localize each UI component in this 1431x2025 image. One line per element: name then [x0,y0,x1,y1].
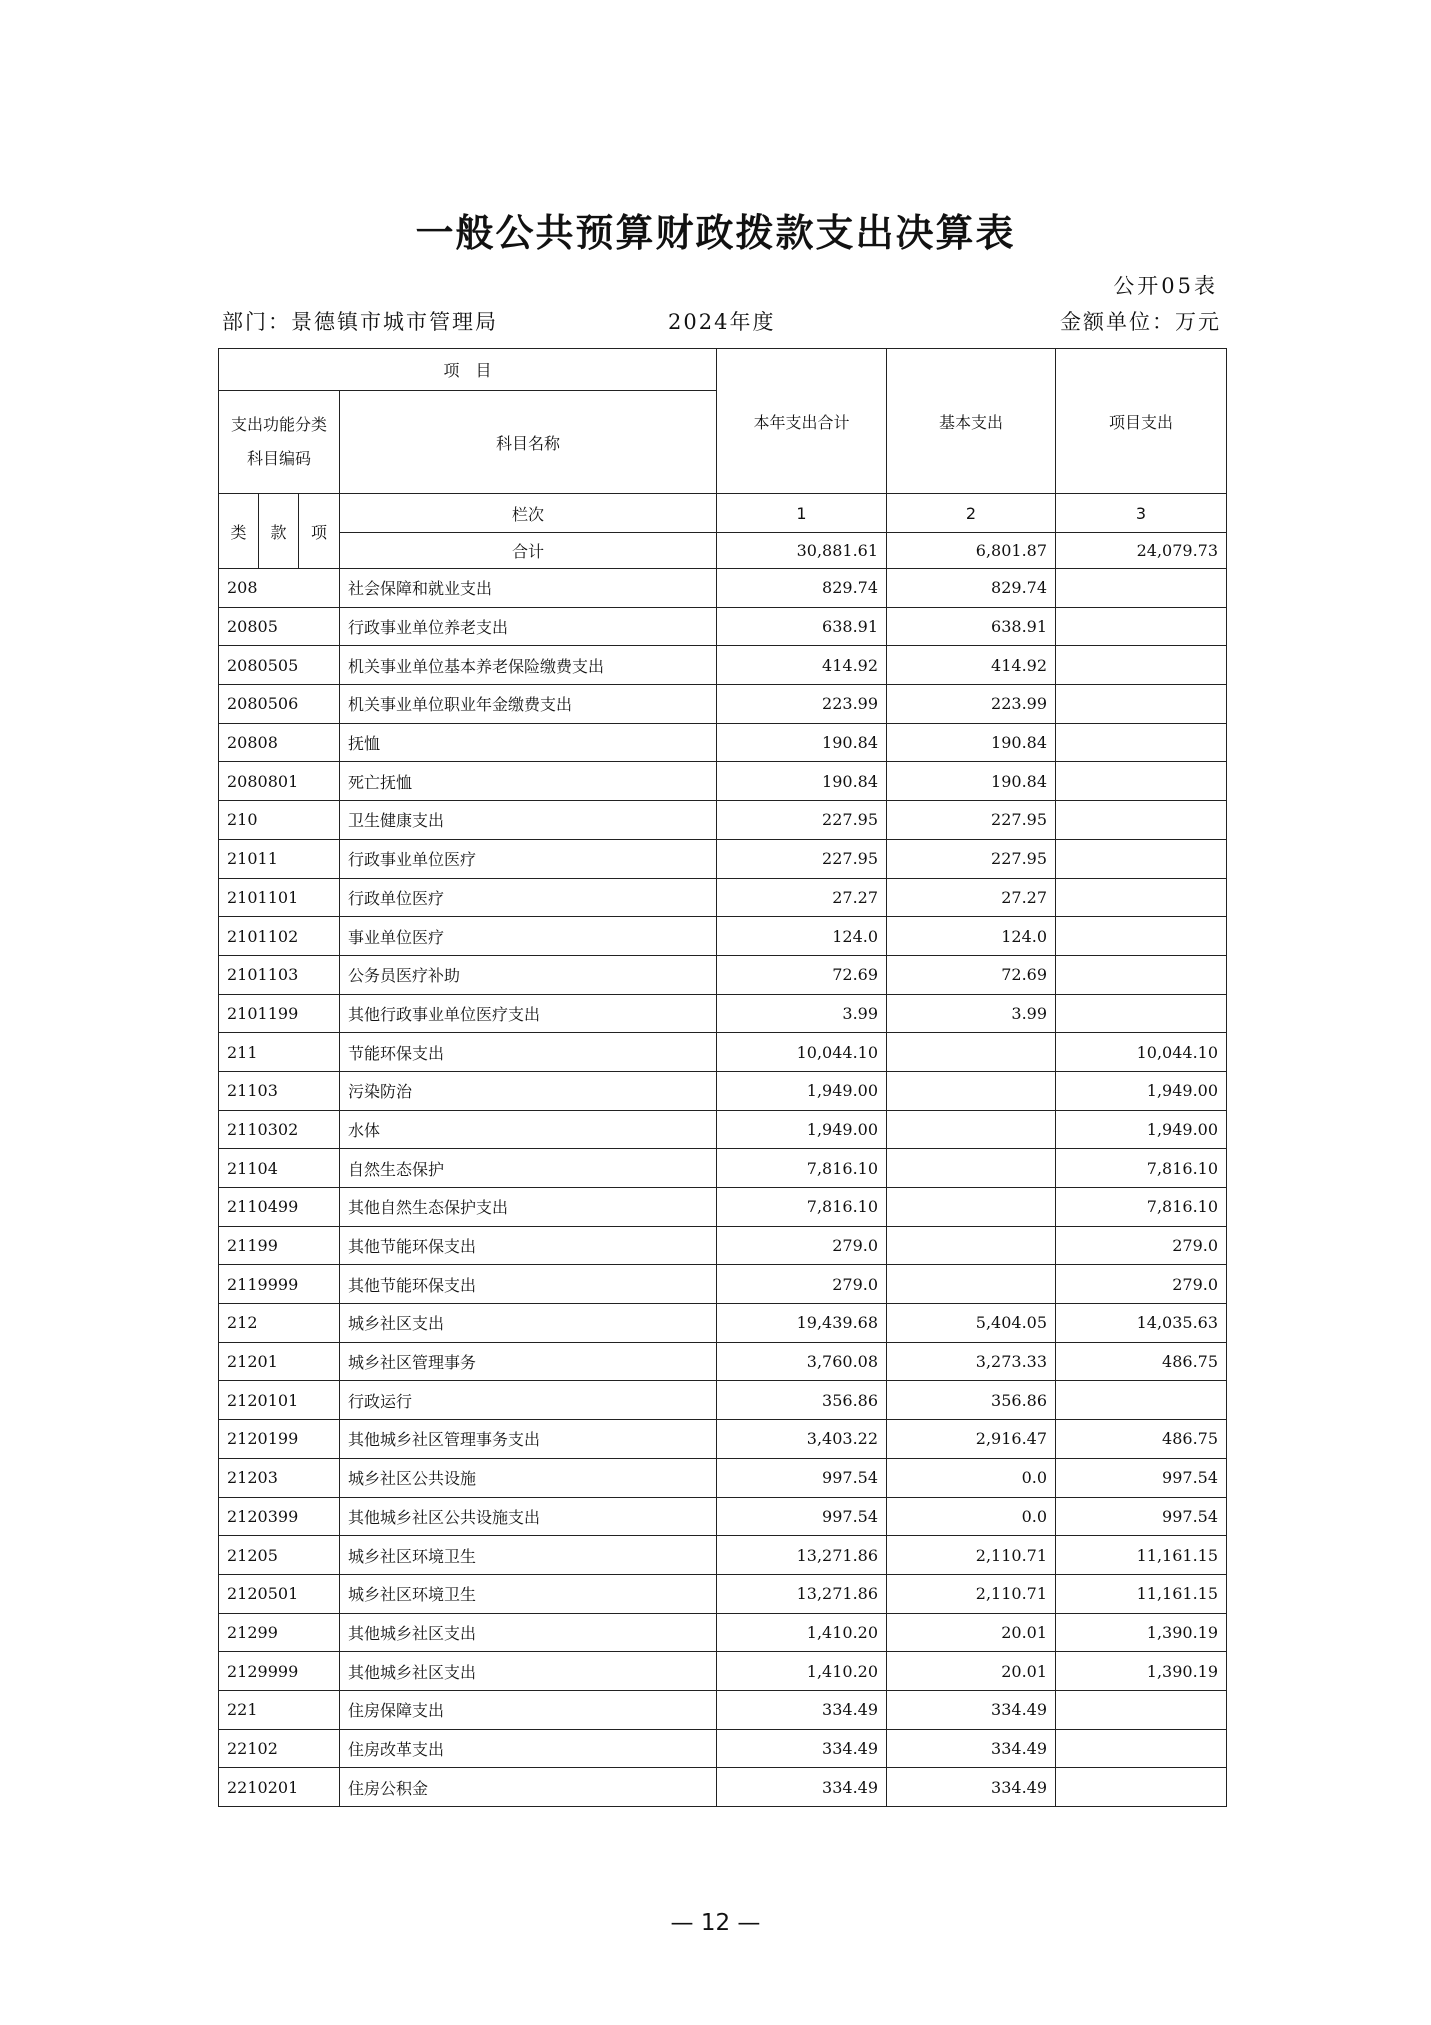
header-class-code [219,391,340,494]
column-number-1: 1 [717,494,887,533]
row-total: 13,271.86 [717,1574,887,1613]
row-code: 21201 [219,1342,340,1381]
expenditure-table [218,348,1227,1807]
row-total: 7,816.10 [717,1149,887,1188]
table-body [219,569,1227,1807]
row-basic: 334.49 [887,1729,1056,1768]
row-basic: 27.27 [887,878,1056,917]
row-code: 2119999 [219,1265,340,1304]
row-project: 486.75 [1056,1342,1227,1381]
row-basic: 227.95 [887,801,1056,840]
row-project: 486.75 [1056,1420,1227,1459]
row-total: 829.74 [717,569,887,608]
row-total: 3.99 [717,994,887,1033]
department-label: 部门：景德镇市城市管理局 [222,310,498,334]
column-number-3: 3 [1056,494,1227,533]
row-total: 1,410.20 [717,1652,887,1691]
row-code: 210 [219,801,340,840]
row-project [1056,646,1227,685]
row-total: 19,439.68 [717,1304,887,1343]
row-subject-name: 抚恤 [340,723,717,762]
row-code: 22102 [219,1729,340,1768]
row-project: 279.0 [1056,1265,1227,1304]
row-subject-name: 行政运行 [340,1381,717,1420]
fiscal-year-label: 2024年度 [668,310,776,334]
table-row [219,762,1227,801]
header-xiang: 项 [299,494,340,569]
row-subject-name: 水体 [340,1110,717,1149]
row-total: 190.84 [717,723,887,762]
row-project: 1,949.00 [1056,1110,1227,1149]
row-basic [887,1188,1056,1227]
row-total: 414.92 [717,646,887,685]
table-row [219,1497,1227,1536]
row-total: 190.84 [717,762,887,801]
row-basic: 334.49 [887,1768,1056,1807]
row-project: 7,816.10 [1056,1188,1227,1227]
row-code: 2101102 [219,917,340,956]
row-basic: 223.99 [887,685,1056,724]
row-code: 21103 [219,1071,340,1110]
table-row [219,1110,1227,1149]
row-code: 2120199 [219,1420,340,1459]
row-subject-name: 行政单位医疗 [340,878,717,917]
sum-basic: 6,801.87 [887,533,1056,569]
row-project: 997.54 [1056,1497,1227,1536]
table-row [219,1149,1227,1188]
table-row [219,1729,1227,1768]
row-project [1056,1381,1227,1420]
row-project: 997.54 [1056,1458,1227,1497]
row-basic: 72.69 [887,955,1056,994]
row-code: 2129999 [219,1652,340,1691]
row-subject-name: 其他城乡社区支出 [340,1652,717,1691]
row-subject-name: 机关事业单位职业年金缴费支出 [340,685,717,724]
row-basic: 829.74 [887,569,1056,608]
table-row [219,607,1227,646]
row-total: 7,816.10 [717,1188,887,1227]
row-subject-name: 自然生态保护 [340,1149,717,1188]
row-project: 11,161.15 [1056,1574,1227,1613]
row-code: 2120399 [219,1497,340,1536]
header-kuan: 款 [259,494,299,569]
row-code: 21104 [219,1149,340,1188]
row-project [1056,1768,1227,1807]
row-basic: 334.49 [887,1690,1056,1729]
table-row [219,1420,1227,1459]
row-basic: 190.84 [887,723,1056,762]
row-basic: 2,916.47 [887,1420,1056,1459]
row-code: 2101101 [219,878,340,917]
row-subject-name: 机关事业单位基本养老保险缴费支出 [340,646,717,685]
row-code: 20808 [219,723,340,762]
table-row [219,1342,1227,1381]
row-code: 2080506 [219,685,340,724]
row-subject-name: 死亡抚恤 [340,762,717,801]
row-subject-name: 其他城乡社区管理事务支出 [340,1420,717,1459]
row-project [1056,1690,1227,1729]
row-code: 21205 [219,1536,340,1575]
table-row [219,1768,1227,1807]
row-code: 2080505 [219,646,340,685]
header-total: 本年支出合计 [717,349,887,494]
table-row [219,1381,1227,1420]
header-subject-name: 科目名称 [340,391,717,494]
form-number: 公开05表 [1113,274,1218,298]
row-code: 21011 [219,839,340,878]
row-total: 1,949.00 [717,1071,887,1110]
row-basic [887,1071,1056,1110]
row-basic: 638.91 [887,607,1056,646]
table-row [219,1536,1227,1575]
row-project [1056,723,1227,762]
row-basic [887,1265,1056,1304]
table-row [219,1574,1227,1613]
row-total: 223.99 [717,685,887,724]
row-subject-name: 其他节能环保支出 [340,1226,717,1265]
row-project [1056,569,1227,608]
header-item: 项 目 [219,349,717,391]
row-code: 2101103 [219,955,340,994]
row-subject-name: 其他节能环保支出 [340,1265,717,1304]
row-total: 334.49 [717,1690,887,1729]
row-project [1056,801,1227,840]
sum-total: 30,881.61 [717,533,887,569]
row-subject-name: 城乡社区管理事务 [340,1342,717,1381]
row-project [1056,878,1227,917]
row-basic [887,1110,1056,1149]
row-subject-name: 行政事业单位医疗 [340,839,717,878]
header-class-code-line1: 支出功能分类 [230,415,327,434]
table-row [219,994,1227,1033]
row-total: 1,410.20 [717,1613,887,1652]
row-project [1056,839,1227,878]
row-code: 20805 [219,607,340,646]
table-row [219,1033,1227,1072]
row-project: 10,044.10 [1056,1033,1227,1072]
row-project [1056,762,1227,801]
table-row [219,1458,1227,1497]
row-total: 997.54 [717,1497,887,1536]
row-project: 1,390.19 [1056,1652,1227,1691]
row-basic: 124.0 [887,917,1056,956]
row-total: 638.91 [717,607,887,646]
row-project [1056,1729,1227,1768]
sum-project: 24,079.73 [1056,533,1227,569]
row-subject-name: 节能环保支出 [340,1033,717,1072]
row-subject-name: 住房公积金 [340,1768,717,1807]
table-row [219,1188,1227,1227]
row-total: 124.0 [717,917,887,956]
header-lei: 类 [219,494,259,569]
row-code: 2120501 [219,1574,340,1613]
header-project: 项目支出 [1056,349,1227,494]
table-row [219,917,1227,956]
row-subject-name: 社会保障和就业支出 [340,569,717,608]
row-subject-name: 其他自然生态保护支出 [340,1188,717,1227]
row-basic: 190.84 [887,762,1056,801]
row-project: 7,816.10 [1056,1149,1227,1188]
row-basic: 2,110.71 [887,1536,1056,1575]
row-subject-name: 其他城乡社区公共设施支出 [340,1497,717,1536]
column-number-2: 2 [887,494,1056,533]
row-subject-name: 城乡社区环境卫生 [340,1536,717,1575]
row-code: 2101199 [219,994,340,1033]
row-code: 208 [219,569,340,608]
row-code: 221 [219,1690,340,1729]
header-basic: 基本支出 [887,349,1056,494]
row-total: 27.27 [717,878,887,917]
sum-label: 合计 [340,533,717,569]
table-row [219,1265,1227,1304]
row-project: 1,390.19 [1056,1613,1227,1652]
row-basic [887,1033,1056,1072]
row-project [1056,994,1227,1033]
row-subject-name: 城乡社区公共设施 [340,1458,717,1497]
row-basic: 0.0 [887,1458,1056,1497]
row-code: 21203 [219,1458,340,1497]
row-code: 21199 [219,1226,340,1265]
row-total: 227.95 [717,839,887,878]
row-subject-name: 污染防治 [340,1071,717,1110]
table-row [219,878,1227,917]
row-total: 72.69 [717,955,887,994]
row-basic: 356.86 [887,1381,1056,1420]
row-basic: 414.92 [887,646,1056,685]
table-row [219,685,1227,724]
table-row [219,1226,1227,1265]
row-subject-name: 城乡社区环境卫生 [340,1574,717,1613]
row-project [1056,917,1227,956]
row-total: 279.0 [717,1265,887,1304]
table-row [219,801,1227,840]
row-basic: 5,404.05 [887,1304,1056,1343]
row-subject-name: 卫生健康支出 [340,801,717,840]
page-number: — 12 — [670,1910,761,1936]
row-total: 334.49 [717,1768,887,1807]
row-basic [887,1226,1056,1265]
currency-unit-label: 金额单位：万元 [1060,310,1221,334]
row-project [1056,955,1227,994]
row-subject-name: 公务员医疗补助 [340,955,717,994]
row-code: 212 [219,1304,340,1343]
row-subject-name: 行政事业单位养老支出 [340,607,717,646]
table-row [219,1613,1227,1652]
row-project [1056,607,1227,646]
row-basic: 2,110.71 [887,1574,1056,1613]
row-project: 14,035.63 [1056,1304,1227,1343]
row-basic: 227.95 [887,839,1056,878]
row-basic: 3.99 [887,994,1056,1033]
page-title: 一般公共预算财政拨款支出决算表 [415,211,1016,255]
header-column-order: 栏次 [340,494,717,533]
header-class-code-line2: 科目编码 [246,449,311,468]
row-code: 2120101 [219,1381,340,1420]
row-code: 2210201 [219,1768,340,1807]
row-code: 211 [219,1033,340,1072]
row-subject-name: 住房保障支出 [340,1690,717,1729]
table-row [219,646,1227,685]
row-subject-name: 事业单位医疗 [340,917,717,956]
row-code: 2080801 [219,762,340,801]
row-subject-name: 住房改革支出 [340,1729,717,1768]
row-subject-name: 其他城乡社区支出 [340,1613,717,1652]
row-basic: 3,273.33 [887,1342,1056,1381]
row-basic: 20.01 [887,1652,1056,1691]
row-code: 2110302 [219,1110,340,1149]
row-subject-name: 城乡社区支出 [340,1304,717,1343]
row-total: 997.54 [717,1458,887,1497]
row-subject-name: 其他行政事业单位医疗支出 [340,994,717,1033]
row-total: 13,271.86 [717,1536,887,1575]
row-total: 3,403.22 [717,1420,887,1459]
table-row [219,1652,1227,1691]
row-total: 334.49 [717,1729,887,1768]
row-total: 356.86 [717,1381,887,1420]
row-total: 10,044.10 [717,1033,887,1072]
row-project: 11,161.15 [1056,1536,1227,1575]
row-basic: 20.01 [887,1613,1056,1652]
table-row [219,1304,1227,1343]
table-row [219,723,1227,762]
row-total: 227.95 [717,801,887,840]
row-project [1056,685,1227,724]
row-total: 279.0 [717,1226,887,1265]
row-project: 1,949.00 [1056,1071,1227,1110]
row-total: 3,760.08 [717,1342,887,1381]
row-code: 2110499 [219,1188,340,1227]
table-row [219,1690,1227,1729]
row-basic: 0.0 [887,1497,1056,1536]
table-row [219,569,1227,608]
row-code: 21299 [219,1613,340,1652]
table-row [219,839,1227,878]
row-project: 279.0 [1056,1226,1227,1265]
table-row [219,1071,1227,1110]
row-total: 1,949.00 [717,1110,887,1149]
row-basic [887,1149,1056,1188]
table-row [219,955,1227,994]
